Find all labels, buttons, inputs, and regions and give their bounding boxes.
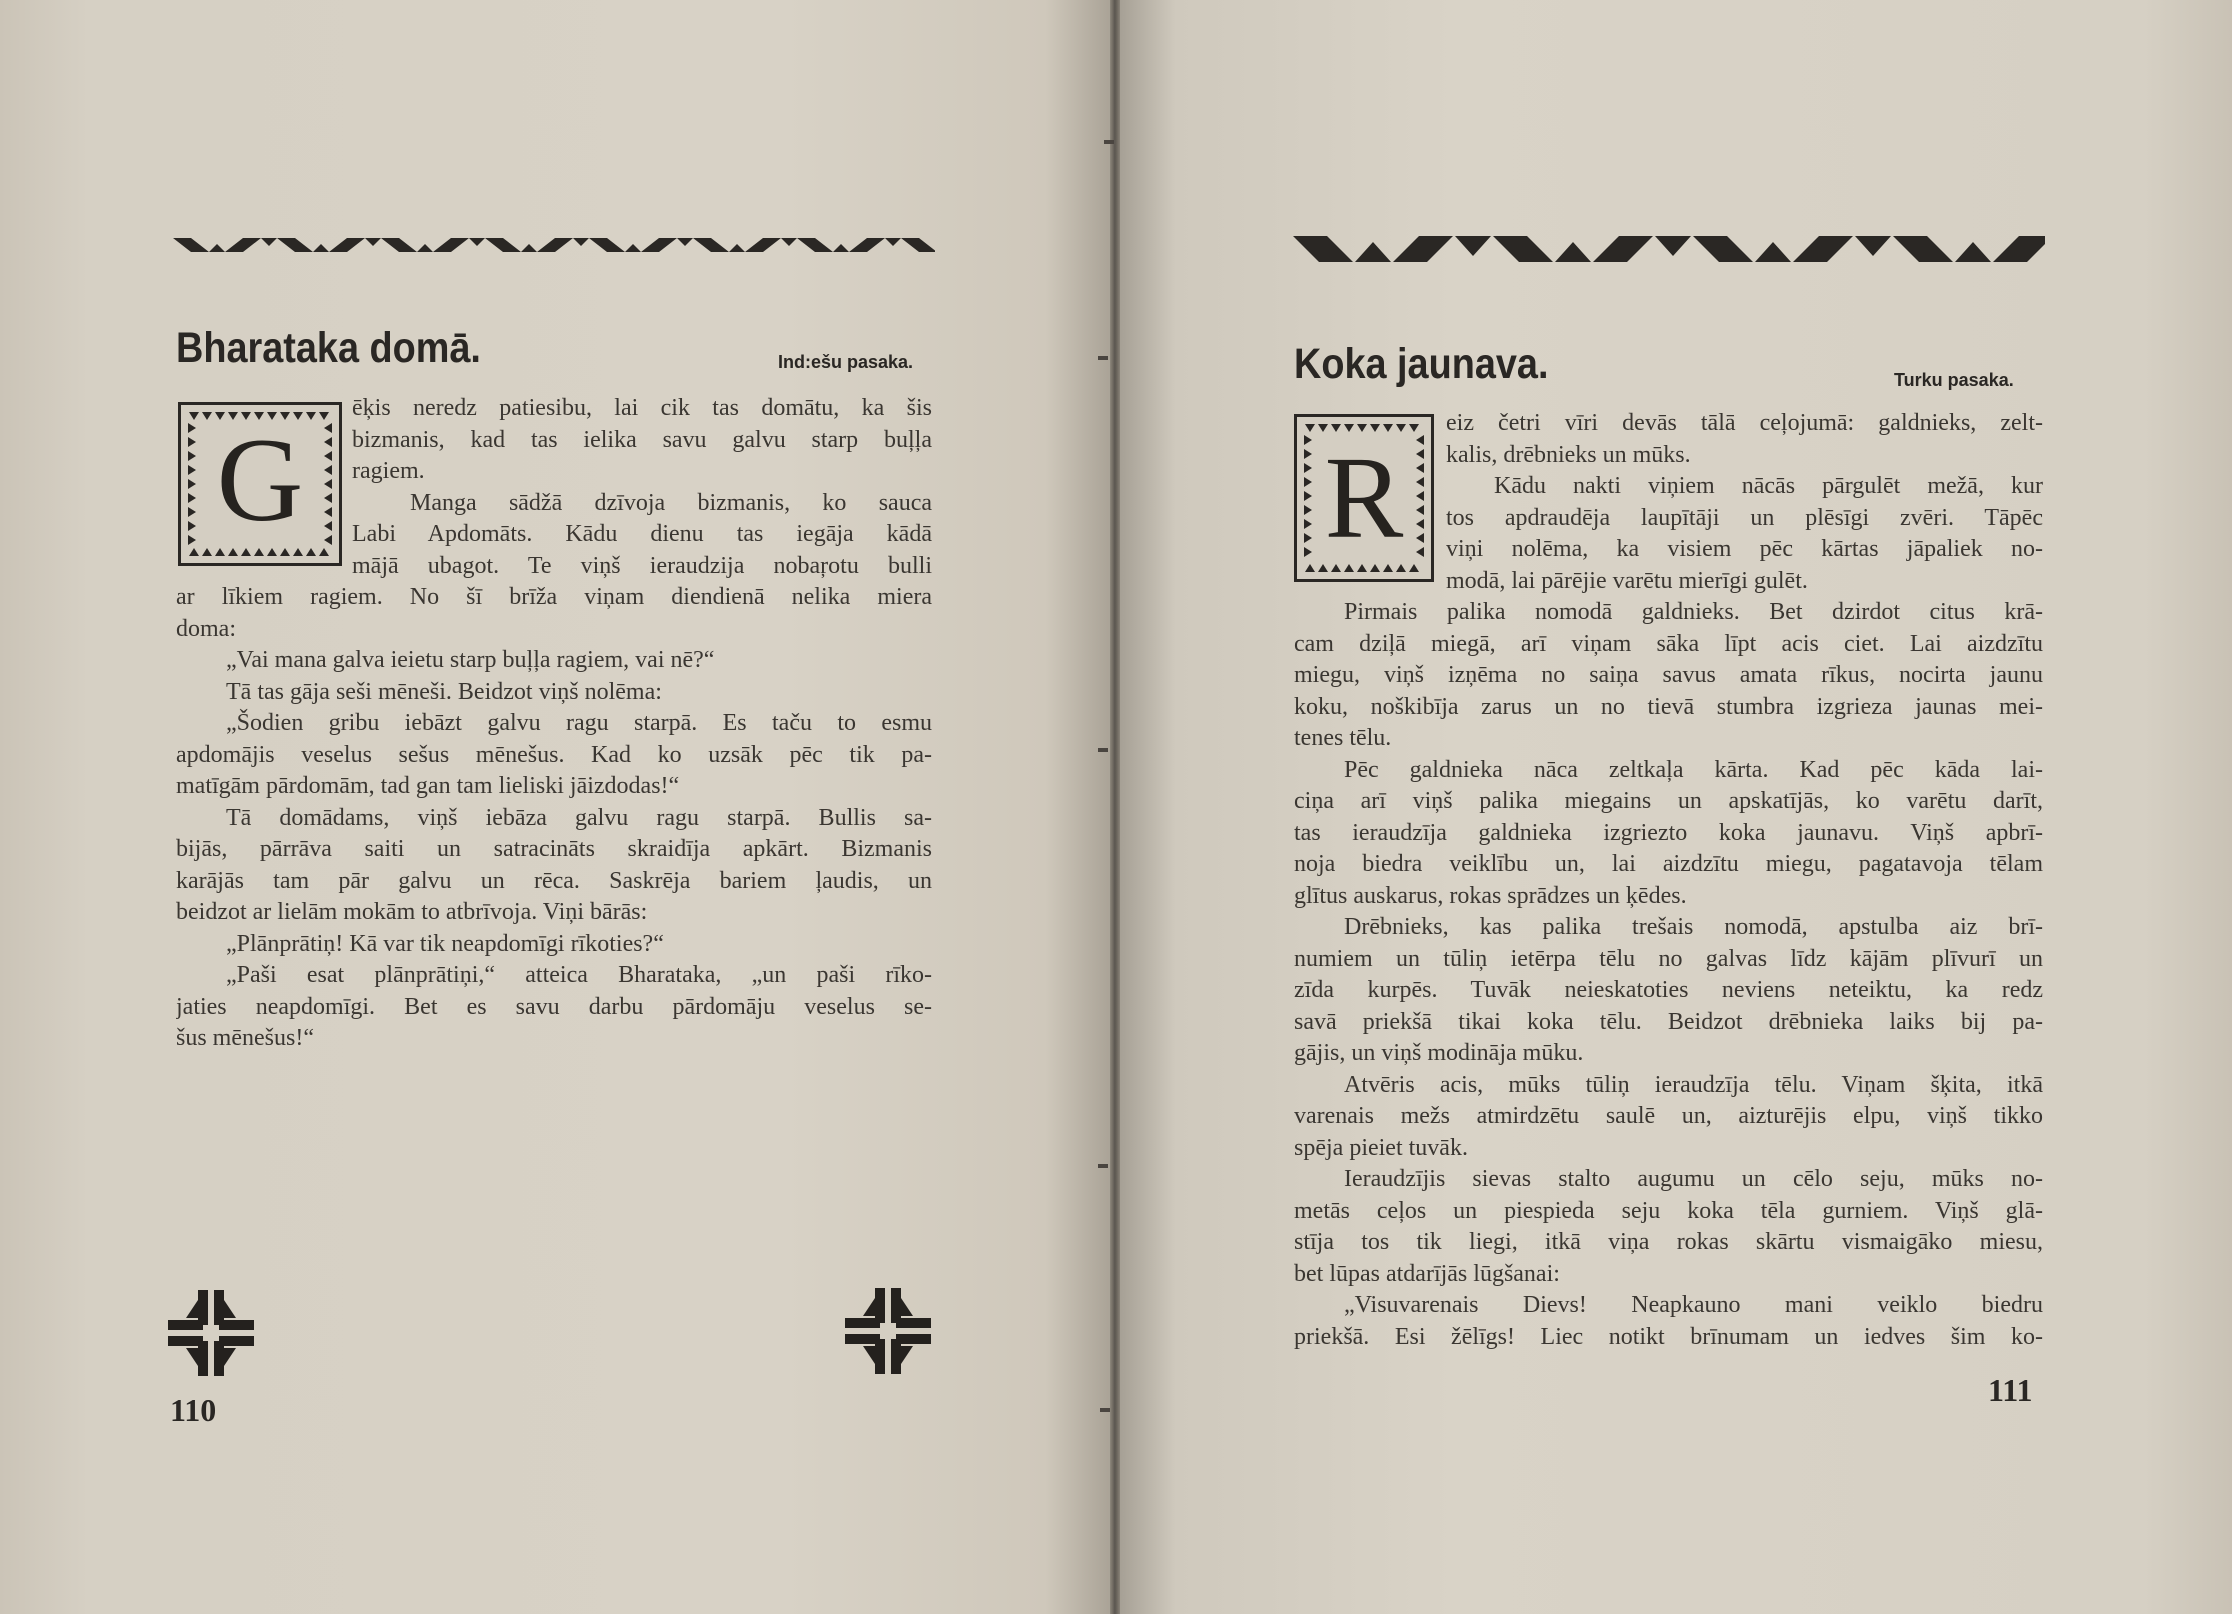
story-title: Koka jaunava. [1294,340,1549,388]
text-line: karājās tam pār galvu un rēca. Saskrēja bariem ļaudis, un [176,867,932,894]
drop-cap-letter: G [216,413,304,546]
text-line: glītus auskarus, rokas sprādzes un ķēdes. [1294,882,1687,909]
text-line: tenes tēlu. [1294,725,1392,751]
text-line: ciņa arī viņš palika miegains un apskatījās, ko varētu darīt, [1294,788,2043,814]
text-line: „Paši esat plānprātiņi,“ atteica Bharataka, „un paši rīko- [226,962,932,988]
text-line: metās ceļos un piespieda seju koka tēla gurniem. Viņš glā- [1294,1197,2043,1224]
text-line: Tā domādams, viņš iebāza galvu ragu starpā. Bullis sa- [226,804,932,831]
text-line: bijās, pārrāva saiti un satracināts skraidīja apkārt. Bizmanis [176,836,932,862]
text-line: Ieraudzījis sievas stalto augumu un cēlo seju, mūks no- [1344,1166,2043,1192]
binding-stitch [1098,1164,1108,1168]
text-line: „Visuvarenais Dievs! Neapkauno mani veiklo biedru [1344,1292,2043,1318]
text-line: Pēc galdnieka nāca zeltkaļa kārta. Kad pēc kāda lai- [1344,756,2043,783]
drop-cap-letter: R [1324,432,1404,563]
text-line: šus mēnešus!“ [176,1025,314,1051]
text-line: ragiem. [352,458,425,484]
page-number: 111 [1988,1372,2033,1408]
binding-stitch [1098,748,1108,752]
text-line: zīda kurpēs. Tuvāk neieskatoties neviens neteiktu, ka redz [1294,977,2043,1003]
text-line: varenais mežs atmirdzētu saulē un, aizturējis elpu, viņš tikko [1294,1103,2043,1129]
ornament-cross-icon [845,1288,931,1374]
text-line: gājis, un viņš modināja mūku. [1294,1040,1584,1066]
story-origin: Ind:ešu pasaka. [778,352,914,372]
text-line: beidzot ar lielām mokām to atbrīvoja. Viņi bārās: [176,899,648,925]
page-number: 110 [170,1392,217,1428]
text-line: eiz četri vīri devās tālā ceļojumā: galdnieks, zelt- [1446,410,2043,436]
text-line: Pirmais palika nomodā galdnieks. Bet dzirdot citus krā- [1344,599,2043,625]
text-line: ēķis neredz patiesibu, lai cik tas domātu, ka šis [352,395,932,421]
binding-stitch [1098,356,1108,360]
story-title: Bharataka domā. [176,324,481,372]
decorative-border-top [173,232,935,256]
text-line: savā priekšā tikai koka tēlu. Beidzot drēbnieka laiks bij pa- [1294,1008,2043,1035]
text-line: doma: [176,615,236,642]
text-line: cam dziļā miegā, arī viņam sāka līpt acis ciet. Lai aizdzītu [1294,630,2043,657]
text-line: tos apdraudēja laupītāji un plēsīgi zvēri. Tāpēc [1446,504,2043,531]
ornament-cross-icon [168,1290,254,1376]
text-line: priekšā. Esi žēlīgs! Liec notikt brīnumam un iedves šim ko- [1294,1323,2043,1350]
text-line: „Šodien gribu iebāzt galvu ragu starpā. Es taču to esmu [226,710,932,736]
text-line: viņi nolēma, ka visiem pēc kārtas jāpaliek no- [1446,536,2043,562]
text-line: ar līkiem ragiem. No šī brīža viņam diendienā nelika miera [176,584,932,610]
text-line: apdomājis veselus sešus mēnešus. Kad ko uzsāk pēc tik pa- [176,741,932,768]
text-line: Atvēris acis, mūks tūliņ ieraudzīja tēlu. Viņam šķita, itkā [1344,1071,2043,1098]
right-page [1120,0,2232,1614]
text-line: tas ieraudzīja galdnieka izgriezto koka jaunavu. Viņš apbrī- [1294,819,2043,846]
text-line: Labi Apdomāts. Kādu dienu tas iegāja kādā [352,521,932,547]
binding-stitch [1104,140,1114,144]
text-line: Drēbnieks, kas palika trešais nomodā, apstulba aiz brī- [1344,914,2043,940]
text-line: numiem un tūliņ ietērpa tēlu no galvas līdz kājām plīvurī un [1294,945,2043,972]
text-line: noja biedra veiklību un, lai aizdzītu miegu, pagatavoja tēlam [1294,851,2043,877]
story-body [1294,408,2043,1353]
binding-stitch [1100,1408,1110,1412]
text-line: Manga sādžā dzīvoja bizmanis, ko sauca [410,489,932,516]
text-line: modā, lai pārējie varētu mierīgi gulēt. [1446,567,1808,594]
text-line: bizmanis, kad tas ielika savu galvu starp buļļa [352,426,932,453]
text-line: Kādu nakti viņiem nācās pārgulēt mežā, kur [1494,473,2043,499]
text-line: matīgām pārdomām, tad gan tam lieliski jāizdodas!“ [176,773,680,799]
text-line: Tā tas gāja seši mēneši. Beidzot viņš nolēma: [226,678,662,705]
text-line: jaties neapdomīgi. Bet es savu darbu pārdomāju veselus se- [176,993,932,1020]
text-line: miegu, viņš izņēma no saiņa savus amata rīkus, nocirta jaunu [1294,662,2043,688]
text-line: spēja pieiet tuvāk. [1294,1134,1468,1161]
text-line: „Plānprātiņ! Kā var tik neapdomīgi rīkoties?“ [226,930,664,957]
left-page [0,0,1112,1614]
story-body [176,393,932,1055]
text-line: koku, noškibīja zarus un no tievā stumbra izgrieza jaunas mei- [1294,693,2043,720]
text-line: stīja tos tik liegi, itkā viņa rokas skārtu vismaigāko miesu, [1294,1229,2043,1255]
text-line: bet lūpas atdarījās lūgšanai: [1294,1260,1560,1287]
text-line: „Vai mana galva ieietu starp buļļa ragiem, vai nē?“ [226,647,715,673]
story-origin: Turku pasaka. [1894,370,2014,390]
decorative-border-top [1293,232,2045,266]
text-line: kalis, drēbnieks un mūks. [1446,441,1691,468]
text-line: mājā ubagot. Te viņš ieraudzija nobaŗotu bulli [352,552,932,579]
